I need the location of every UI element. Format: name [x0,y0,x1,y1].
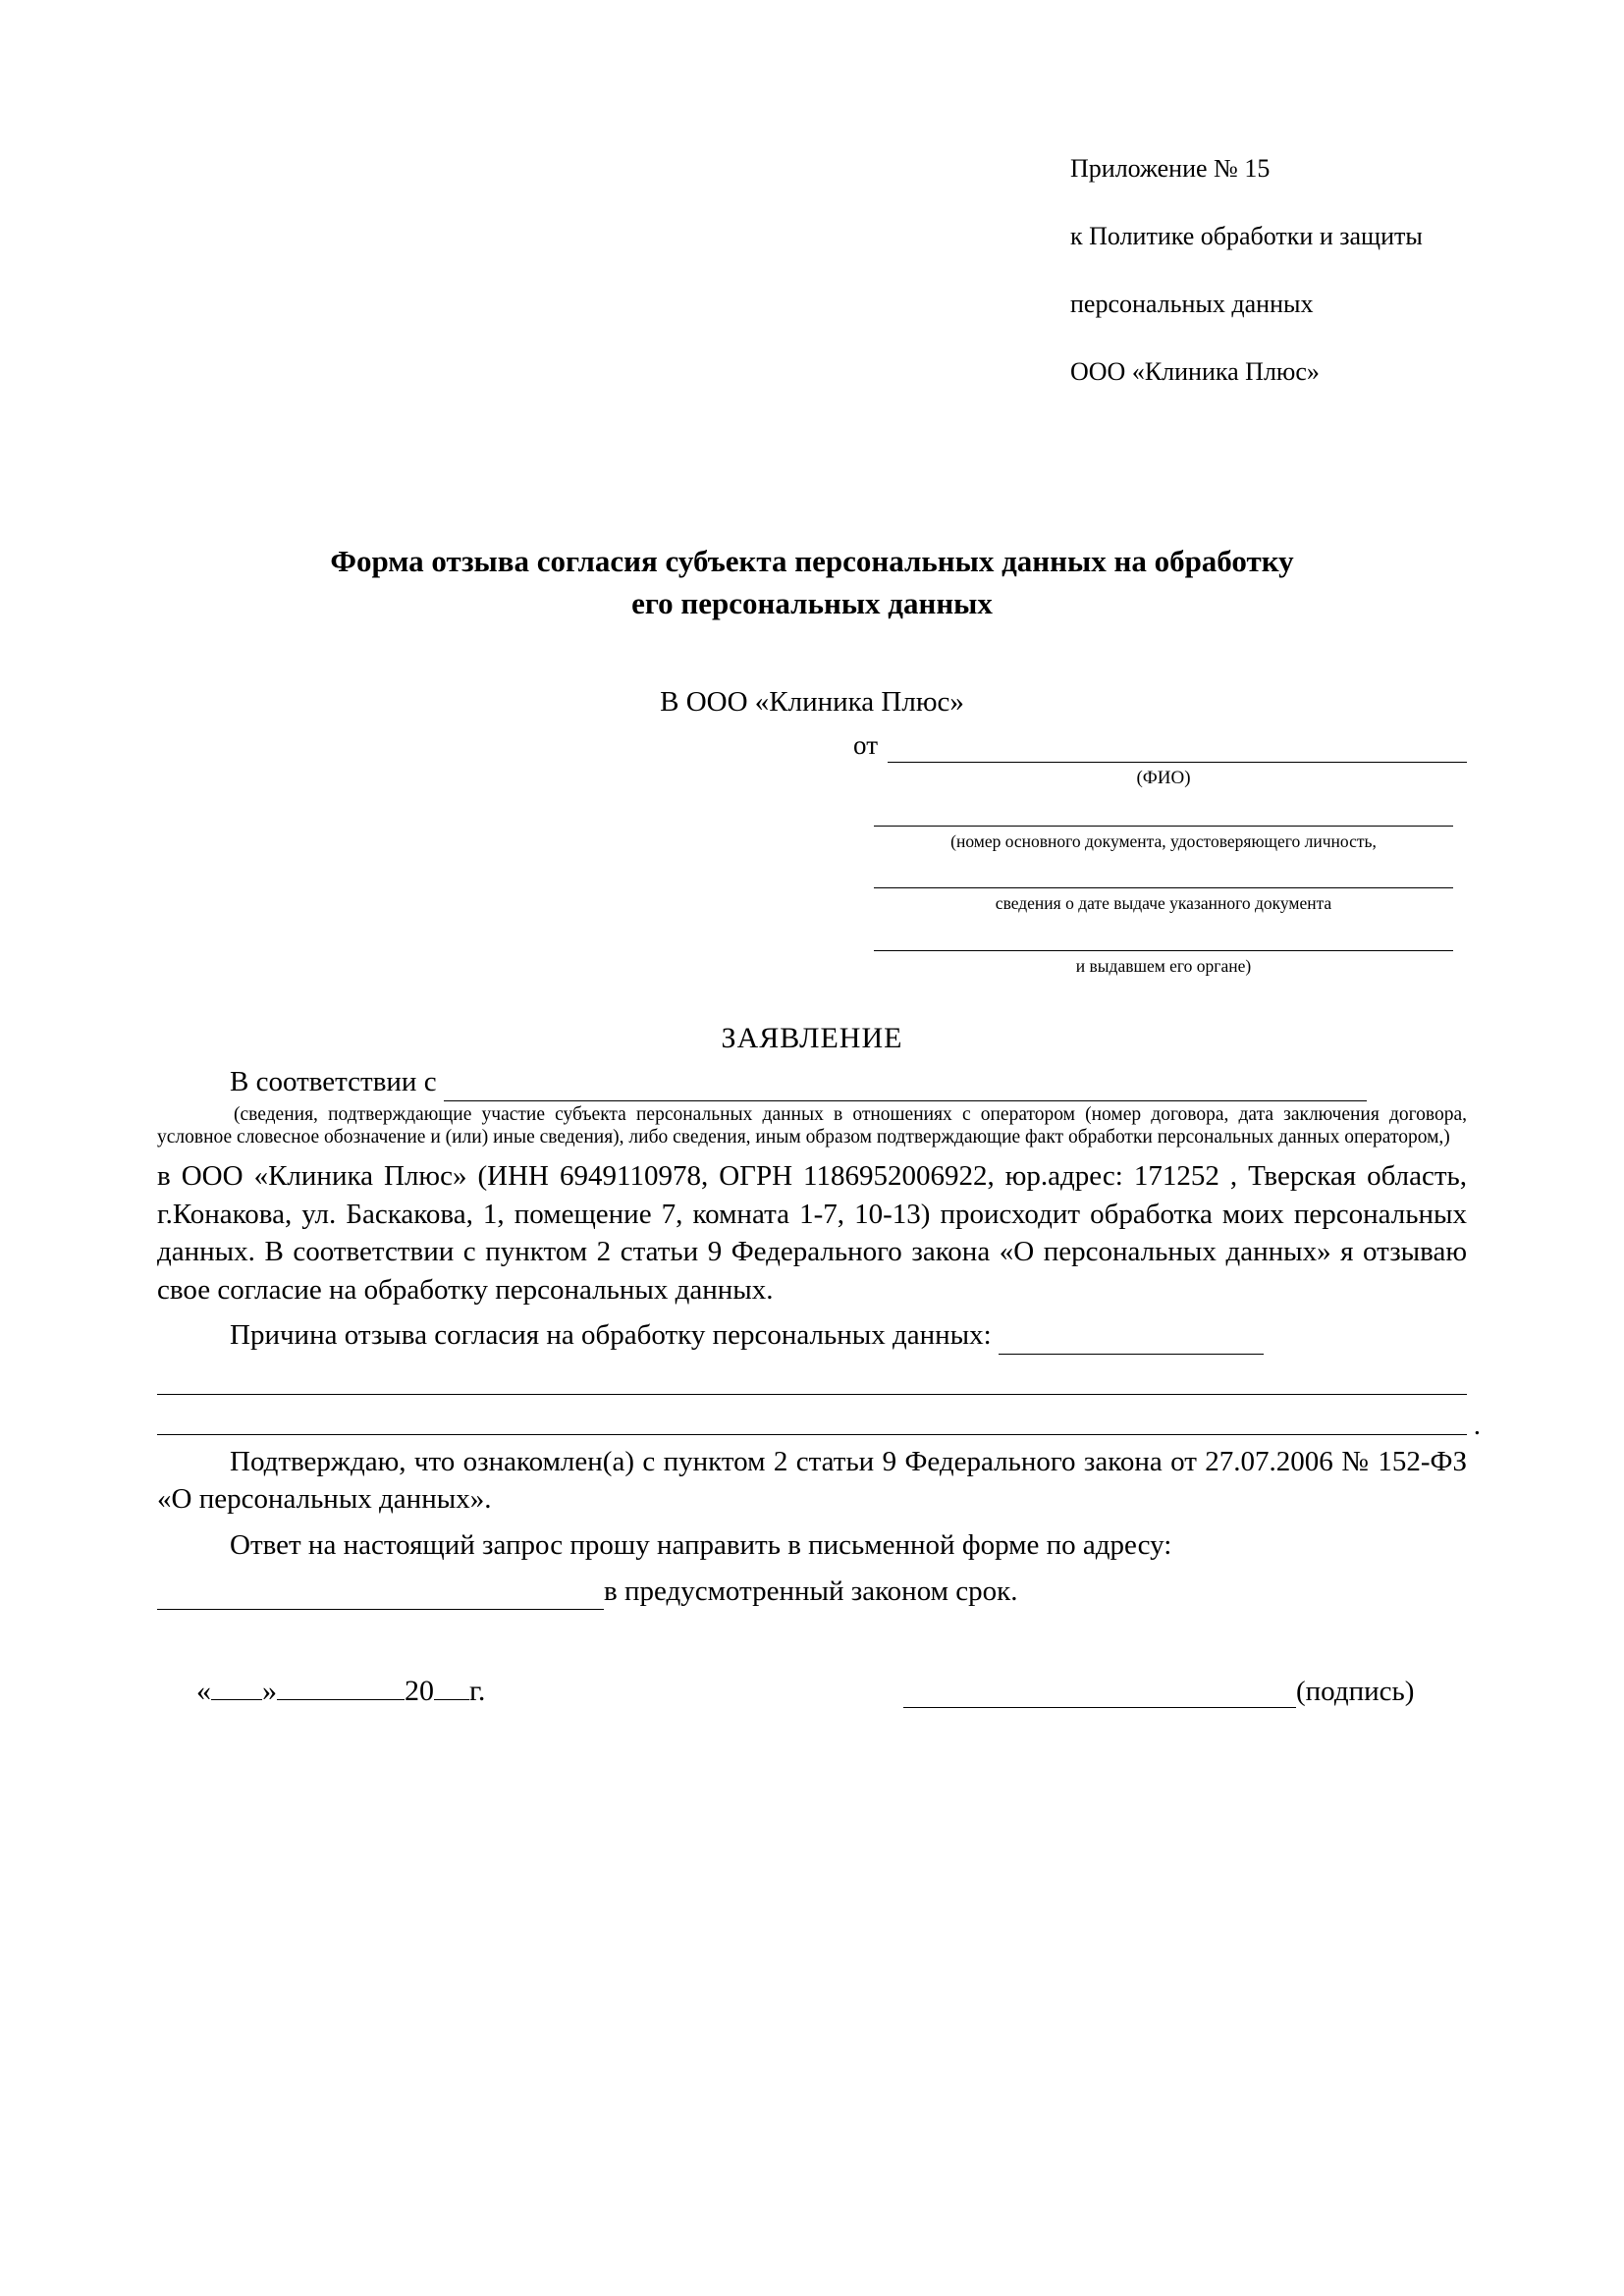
page-title [157,541,1467,625]
page-title-line-1: Форма отзыва согласия субъекта персональных данных на обработку [330,544,1294,579]
fio-caption: (ФИО) [1136,767,1191,788]
reason-row [157,1316,1467,1355]
confirm-paragraph: Подтверждаю, что ознакомлен(а) с пунктом 2 статьи 9 Федерального закона от 27.07.2006 № 152-ФЗ «О персональных данных». [157,1445,1467,1516]
date-quote-close: » [262,1675,277,1708]
statement-heading: ЗАЯВЛЕНИЕ [721,1021,903,1054]
signature-input-line[interactable] [903,1680,1296,1708]
signature-field[interactable] [903,1676,1414,1708]
doc-number-input-line[interactable] [874,792,1453,827]
answer-address-tail: в предусмотренный законом срок. [604,1575,1018,1607]
fio-field-group [874,763,1453,979]
answer-paragraph: Ответ на настоящий запрос прошу направить в письменной форме по адресу: [230,1529,1172,1562]
page-title-line-2: его персональных данных [631,585,993,620]
reason-input-line-2[interactable] [157,1361,1467,1395]
doc-date-caption: сведения о дате выдаче указанного документа [995,893,1332,914]
statement-small-note [157,1103,1467,1150]
reason-input-line-1[interactable] [999,1328,1264,1355]
appendix-line-3: персональных данных [1070,289,1314,318]
appendix-line-2: к Политике обработки и защиты [1070,221,1423,250]
doc-issuer-caption: и выдавшем его органе) [1075,955,1252,976]
from-name-input-line[interactable] [888,732,1467,763]
statement-body: в ООО «Клиника Плюс» (ИНН 6949110978, ОГРН 1186952006922, юр.адрес: 171252 , Тверская область, г.Конакова, ул. Баскакова, 1, помещение 7, комната 1-7, 10-13) происходит обработка моих персональных данных. В соответствии с пунктом 2 статьи 9 Федерального закона «О персональных данных» я отзываю свое согласие на обработку персональных данных. [157,1160,1467,1306]
date-year: 20 [405,1675,434,1708]
appendix-block [1070,118,1467,423]
from-label: от [853,729,878,760]
answer-address-row [157,1573,1467,1611]
addressee-to: В ООО «Клиника Плюс» [660,685,964,718]
doc-date-input-line[interactable] [874,854,1453,888]
reason-input-line-3[interactable] [157,1401,1481,1441]
date-year-suffix: г. [469,1675,486,1708]
in-accordance-row [157,1063,1467,1101]
date-field[interactable] [157,1675,903,1708]
signature-row [157,1675,1467,1708]
in-accordance-label: В соответствии с [230,1065,437,1097]
doc-number-caption: (номер основного документа, удостоверяющего личность, [950,831,1377,852]
appendix-line-4: ООО «Клиника Плюс» [1070,357,1320,387]
answer-address-input-line[interactable] [157,1583,604,1610]
signature-caption: (подпись) [1296,1676,1415,1708]
reason-label: Причина отзыва согласия на обработку персональных данных: [230,1319,992,1352]
appendix-line-1: Приложение № 15 [1070,153,1271,183]
statement-small-note-text: (сведения, подтверждающие участие субъекта персональных данных в отношениях с оператором (номер договора, дата заключения договора, условное словесное обозначение и (или) иные сведения), либо сведения, иным образом подтверждающие факт обработки персональных данных оператором,) [157,1103,1467,1148]
from-row [157,730,1467,763]
in-accordance-input-line[interactable] [444,1075,1367,1101]
reason-end-dot: . [1473,1409,1481,1441]
doc-issuer-input-line[interactable] [874,917,1453,951]
date-quote-open: « [196,1675,211,1708]
